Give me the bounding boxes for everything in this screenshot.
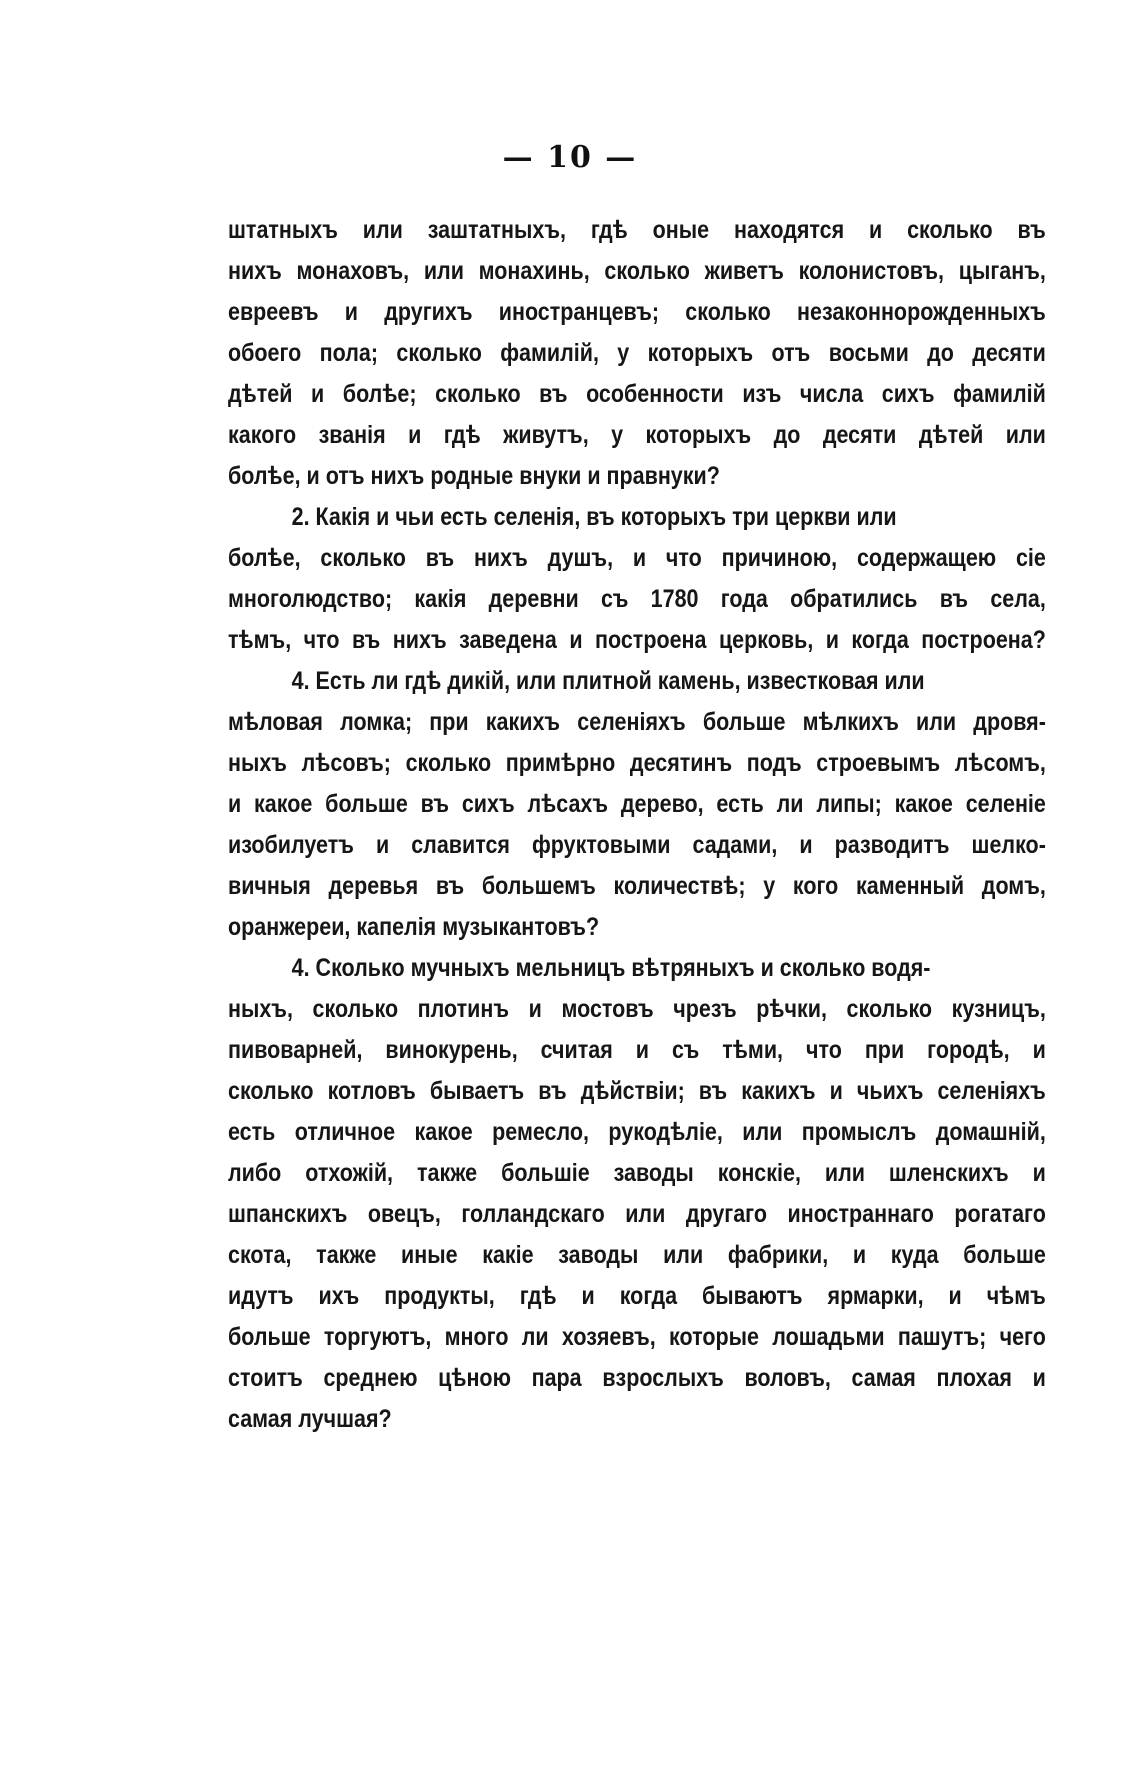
text-line: евреевъ и другихъ иностранцевъ; сколько незаконнорожденныхъ — [228, 298, 1046, 326]
text-line: оранжереи, капелія музыкантовъ? — [228, 913, 600, 941]
text-line: болѣе, сколько въ нихъ душъ, и что причиною, содержащею сіе — [228, 544, 1046, 572]
text-line: какого званія и гдѣ живутъ, у которыхъ до десяти дѣтей или — [228, 421, 1046, 449]
text-line: скота, также иные какіе заводы или фабрики, и куда больше — [228, 1241, 1046, 1269]
text-line: многолюдство; какія деревни съ 1780 года обратились въ села, — [228, 585, 1046, 613]
paragraph-start-line: 4. Есть ли гдѣ дикій, или плитной камень, известковая или — [291, 667, 925, 695]
text-line: пивоварней, винокурень, считая и съ тѣми, что при городѣ, и — [228, 1036, 1046, 1064]
text-line: либо отхожій, также большіе заводы конскіе, или шленскихъ и — [228, 1159, 1046, 1187]
text-line: ныхъ, сколько плотинъ и мостовъ чрезъ рѣчки, сколько кузницъ, — [228, 995, 1046, 1023]
text-line: сколько котловъ бываетъ въ дѣйствіи; въ какихъ и чьихъ селеніяхъ — [228, 1077, 1046, 1105]
text-line: болѣе, и отъ нихъ родные внуки и правнуки? — [228, 462, 720, 490]
text-line: мѣловая ломка; при какихъ селеніяхъ больше мѣлкихъ или дровя- — [228, 708, 1046, 736]
text-line: изобилуетъ и славится фруктовыми садами, и разводитъ шелко- — [228, 831, 1046, 859]
text-line: самая лучшая? — [228, 1405, 392, 1433]
text-line: вичныя деревья въ большемъ количествѣ; у кого каменный домъ, — [228, 872, 1046, 900]
text-line: больше торгуютъ, много ли хозяевъ, которые лошадьми пашутъ; чего — [228, 1323, 1046, 1351]
text-line: нихъ монаховъ, или монахинь, сколько живетъ колонистовъ, цыганъ, — [228, 257, 1046, 285]
text-line: стоитъ среднею цѣною пара взрослыхъ воловъ, самая плохая и — [228, 1364, 1046, 1392]
text-line: шпанскихъ овецъ, голландскаго или другаго иностраннаго рогатаго — [228, 1200, 1046, 1228]
paragraph-start-line: 4. Сколько мучныхъ мельницъ вѣтряныхъ и сколько водя- — [291, 954, 931, 982]
text-line: и какое больше въ сихъ лѣсахъ дерево, есть ли липы; какое селеніе — [228, 790, 1046, 818]
page-number: — 10 — — [502, 140, 638, 175]
body-text — [228, 210, 1046, 1440]
text-line: есть отличное какое ремесло, рукодѣліе, или промыслъ домашній, — [228, 1118, 1046, 1146]
paragraph-start-line: 2. Какія и чьи есть селенія, въ которыхъ три церкви или — [291, 503, 897, 531]
text-line: идутъ ихъ продукты, гдѣ и когда бываютъ ярмарки, и чѣмъ — [228, 1282, 1046, 1310]
text-line: дѣтей и болѣе; сколько въ особенности изъ числа сихъ фамилій — [228, 380, 1046, 408]
text-line: тѣмъ, что въ нихъ заведена и построена церковь, и когда построена? — [228, 626, 1046, 654]
text-line: обоего пола; сколько фамилій, у которыхъ отъ восьми до десяти — [228, 339, 1046, 367]
text-line: ныхъ лѣсовъ; сколько примѣрно десятинъ подъ строевымъ лѣсомъ, — [228, 749, 1046, 777]
text-line: штатныхъ или заштатныхъ, гдѣ оные находятся и сколько въ — [228, 216, 1046, 244]
